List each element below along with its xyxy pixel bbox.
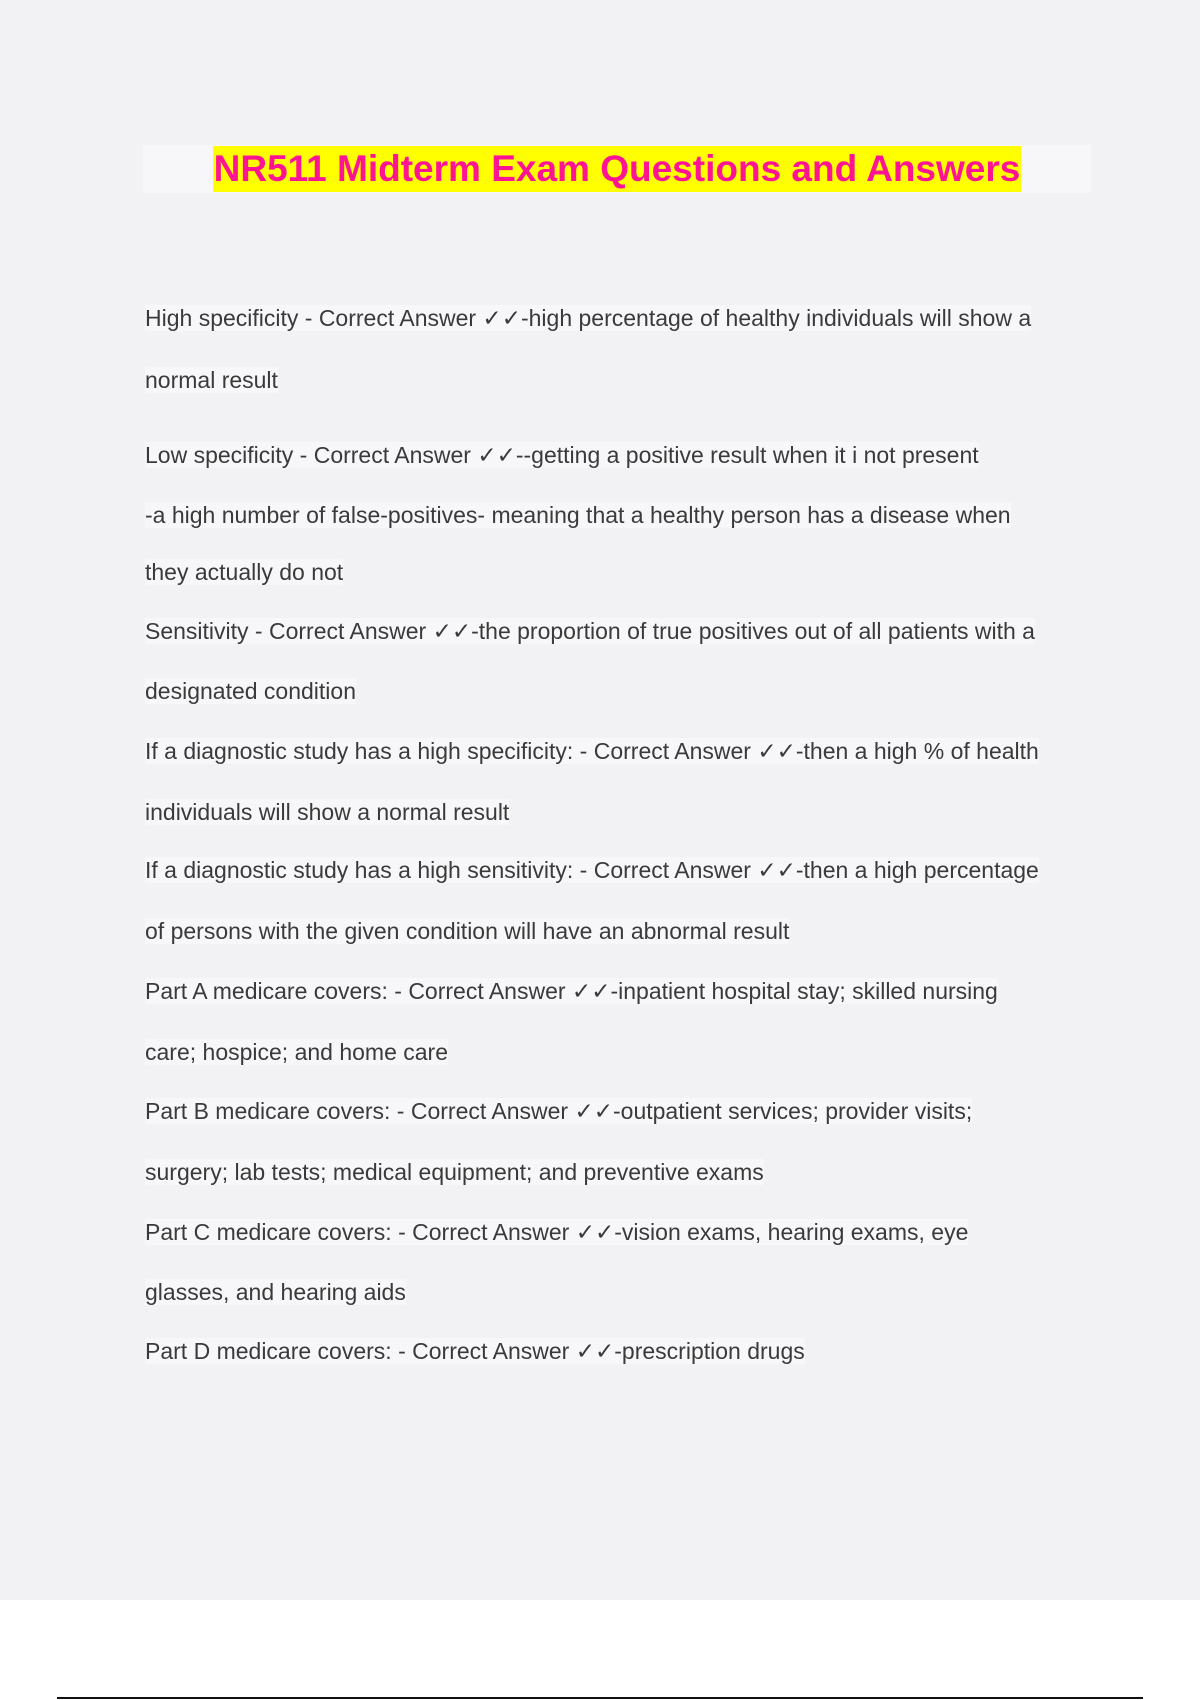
qa-line-text: of persons with the given condition will have an abnormal result bbox=[145, 918, 790, 944]
qa-line-text: Sensitivity - Correct Answer ✓✓-the proportion of true positives out of all patients with a bbox=[145, 618, 1035, 644]
qa-line bbox=[145, 616, 1035, 646]
qa-line-text: surgery; lab tests; medical equipment; and preventive exams bbox=[145, 1159, 764, 1185]
qa-line-text: If a diagnostic study has a high sensitivity: - Correct Answer ✓✓-then a high percentage bbox=[145, 857, 1039, 883]
qa-line-text: High specificity - Correct Answer ✓✓-high percentage of healthy individuals will show a bbox=[145, 305, 1032, 331]
qa-line-text: Low specificity - Correct Answer ✓✓--getting a positive result when it i not present bbox=[145, 442, 979, 468]
qa-line bbox=[145, 365, 278, 395]
qa-line bbox=[145, 1277, 406, 1307]
qa-line-text: If a diagnostic study has a high specificity: - Correct Answer ✓✓-then a high % of health bbox=[145, 738, 1039, 764]
qa-line-text: individuals will show a normal result bbox=[145, 799, 510, 825]
qa-line-text: they actually do not bbox=[145, 559, 344, 585]
qa-line bbox=[145, 1336, 805, 1366]
footer-divider bbox=[57, 1697, 1143, 1699]
qa-line bbox=[145, 303, 1031, 333]
qa-line-text: Part A medicare covers: - Correct Answer ✓✓-inpatient hospital stay; skilled nursing bbox=[145, 978, 998, 1004]
qa-line-text: normal result bbox=[145, 367, 278, 393]
qa-line bbox=[145, 1157, 764, 1187]
qa-line-text: glasses, and hearing aids bbox=[145, 1279, 406, 1305]
qa-line bbox=[145, 1037, 448, 1067]
qa-line-text: Part B medicare covers: - Correct Answer ✓✓-outpatient services; provider visits; bbox=[145, 1098, 973, 1124]
qa-line-text: Part D medicare covers: - Correct Answer ✓✓-prescription drugs bbox=[145, 1338, 805, 1364]
qa-line bbox=[145, 1096, 972, 1126]
qa-line bbox=[145, 676, 356, 706]
document-title: NR511 Midterm Exam Questions and Answers bbox=[213, 146, 1022, 192]
qa-line bbox=[145, 855, 1039, 885]
qa-line-text: designated condition bbox=[145, 678, 356, 704]
qa-line bbox=[145, 440, 979, 470]
qa-line bbox=[145, 736, 1039, 766]
qa-line bbox=[145, 1217, 968, 1247]
qa-line bbox=[145, 500, 1011, 530]
qa-line bbox=[145, 916, 789, 946]
title-block bbox=[143, 145, 1091, 193]
qa-line-text: care; hospice; and home care bbox=[145, 1039, 449, 1065]
qa-line-text: Part C medicare covers: - Correct Answer ✓✓-vision exams, hearing exams, eye bbox=[145, 1219, 969, 1245]
qa-line bbox=[145, 976, 998, 1006]
qa-line-text: -a high number of false-positives- meaning that a healthy person has a disease when bbox=[145, 502, 1011, 528]
qa-line bbox=[145, 797, 509, 827]
qa-line bbox=[145, 557, 343, 587]
